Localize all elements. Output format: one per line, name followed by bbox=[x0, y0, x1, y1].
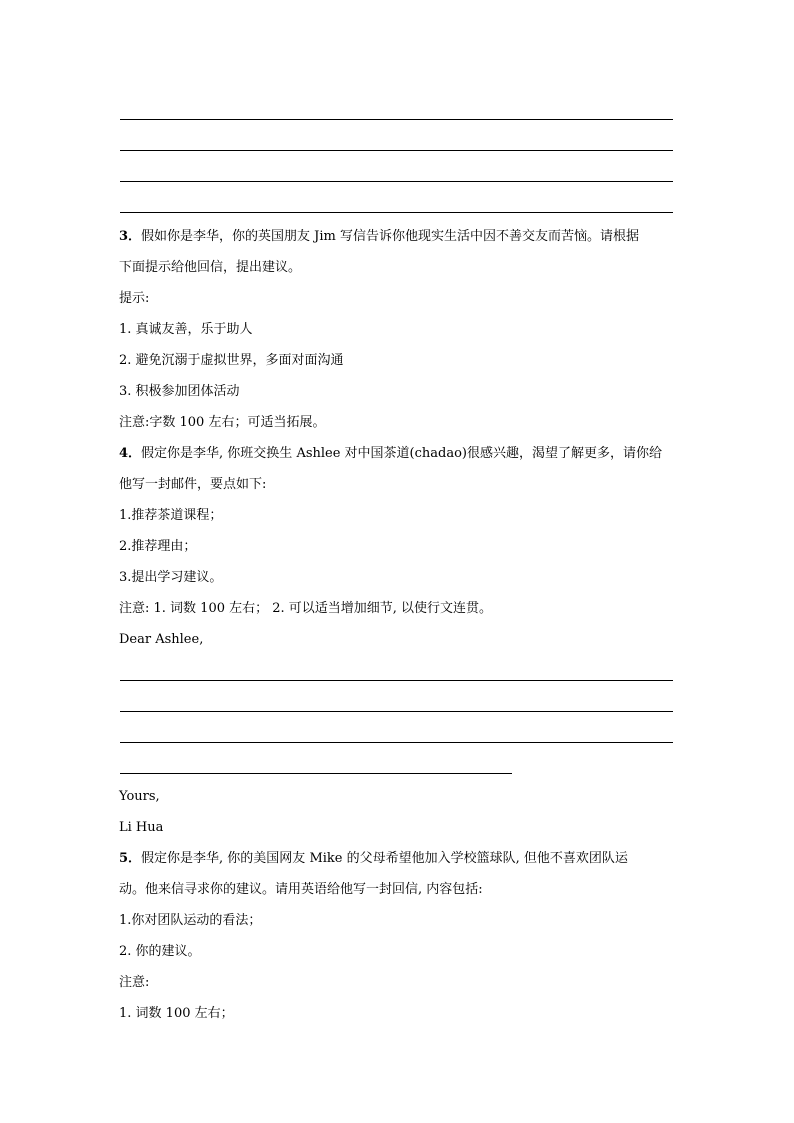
writing-line bbox=[120, 680, 673, 681]
letter-closing: Yours, bbox=[119, 789, 160, 804]
question-5-note-item-1: 1. 词数 100 左右； bbox=[119, 1006, 234, 1021]
letter-signature: Li Hua bbox=[119, 820, 164, 835]
question-4-point-3: 3.提出学习建议。 bbox=[119, 570, 223, 585]
question-3-hint-label: 提示: bbox=[119, 291, 150, 306]
question-3-number: 3． bbox=[119, 229, 142, 244]
question-3-hint-2: 2. 避免沉溺于虚拟世界，多面对面沟通 bbox=[119, 353, 344, 368]
question-3-line-2: 下面提示给他回信，提出建议。 bbox=[119, 260, 302, 275]
question-5-number: 5． bbox=[119, 851, 142, 866]
question-4-point-2: 2.推荐理由； bbox=[119, 539, 197, 554]
question-5-line-2: 动。他来信寻求你的建议。请用英语给他写一封回信, 内容包括: bbox=[119, 882, 483, 897]
question-3-hint-3: 3. 积极参加团体活动 bbox=[119, 384, 240, 399]
question-4-number: 4． bbox=[119, 446, 142, 461]
question-4-point-1: 1.推荐茶道课程； bbox=[119, 508, 223, 523]
question-3-note: 注意:字数 100 左右；可适当拓展。 bbox=[119, 415, 326, 430]
question-4-line-1 bbox=[119, 446, 662, 462]
question-4-text: 假定你是李华, 你班交换生 Ashlee 对中国茶道(chadao)很感兴趣，渴望了解更多，请你给 bbox=[141, 446, 662, 461]
question-5-point-2: 2. 你的建议。 bbox=[119, 944, 201, 959]
writing-line bbox=[120, 181, 673, 182]
writing-line bbox=[120, 711, 673, 712]
letter-salutation: Dear Ashlee, bbox=[119, 632, 204, 647]
question-4-note: 注意: 1. 词数 100 左右； 2. 可以适当增加细节, 以使行文连贯。 bbox=[119, 601, 493, 616]
question-5-point-1: 1.你对团队运动的看法； bbox=[119, 913, 262, 928]
question-3-text: 假如你是李华，你的英国朋友 Jim 写信告诉你他现实生活中因不善交友而苦恼。请根据 bbox=[141, 229, 640, 244]
question-3-hint-1: 1. 真诚友善，乐于助人 bbox=[119, 322, 253, 337]
writing-line bbox=[120, 119, 673, 120]
question-4-line-2: 他写一封邮件，要点如下: bbox=[119, 477, 267, 492]
writing-line bbox=[120, 212, 673, 213]
writing-line bbox=[120, 742, 673, 743]
writing-line bbox=[120, 773, 512, 774]
question-5-note-label: 注意: bbox=[119, 975, 150, 990]
question-3-line-1 bbox=[119, 229, 639, 245]
writing-line bbox=[120, 150, 673, 151]
question-5-line-1 bbox=[119, 851, 628, 867]
question-5-text: 假定你是李华, 你的美国网友 Mike 的父母希望他加入学校篮球队, 但他不喜欢团队运 bbox=[141, 851, 628, 866]
